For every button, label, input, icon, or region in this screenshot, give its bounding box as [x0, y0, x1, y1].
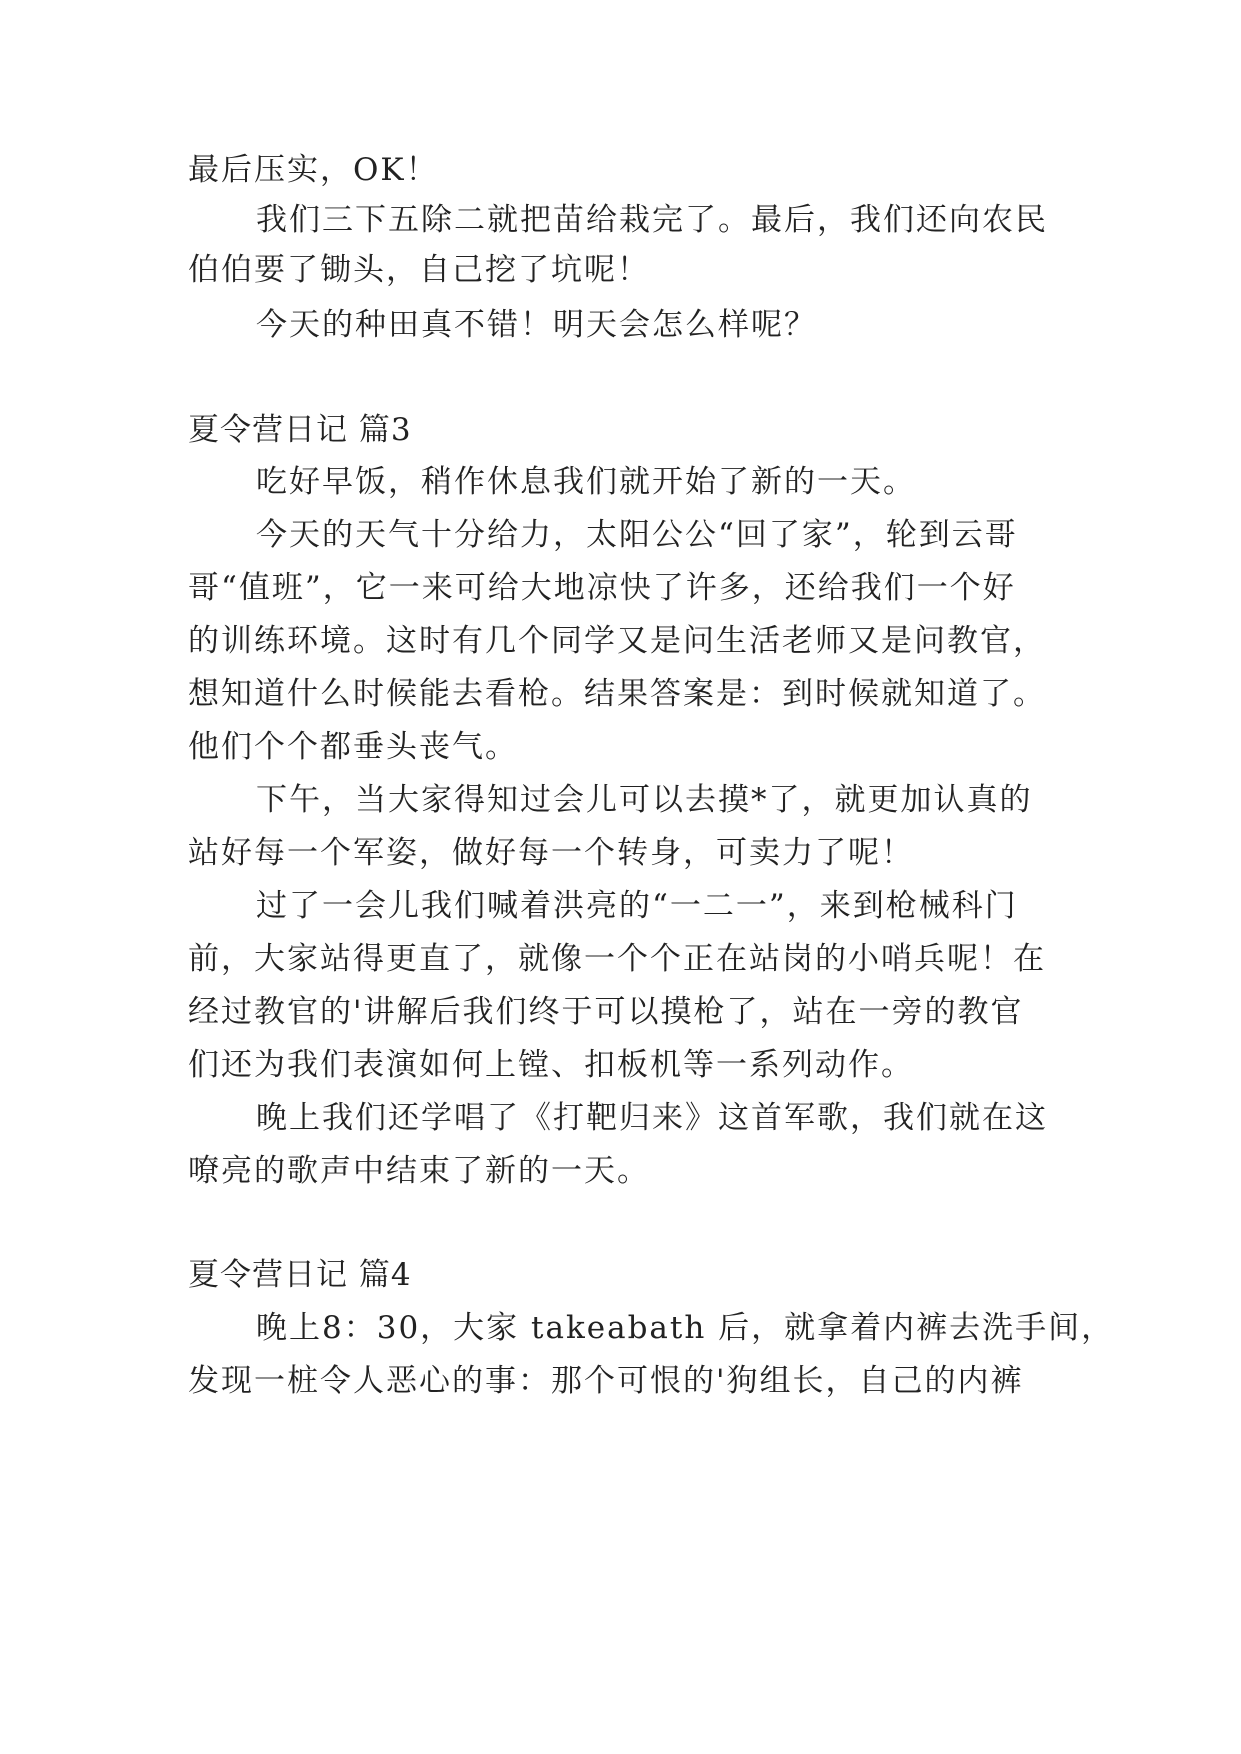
paragraph-line: 下午，当大家得知过会儿可以去摸*了，就更加认真的 [256, 782, 1033, 818]
text-line: 的训练环境。这时有几个同学又是问生活老师又是问教官， [188, 623, 1046, 659]
paragraph-line: 过了一会儿我们喊着洪亮的“一二一”，来到枪械科门 [256, 888, 1018, 924]
paragraph-line: 今天的天气十分给力，太阳公公“回了家”，轮到云哥 [256, 517, 1018, 553]
paragraph-line: 晚上我们还学唱了《打靶归来》这首军歌，我们就在这 [256, 1100, 1048, 1136]
text-line: 前，大家站得更直了，就像一个个正在站岗的小哨兵呢！在 [188, 941, 1046, 977]
text-line: 想知道什么时候能去看枪。结果答案是：到时候就知道了。 [188, 676, 1046, 712]
text-line: 经过教官的'讲解后我们终于可以摸枪了，站在一旁的教官 [188, 994, 1024, 1030]
section-heading: 夏令营日记 篇3 [188, 412, 412, 448]
section-heading: 夏令营日记 篇4 [188, 1257, 412, 1293]
text-line: 哥“值班”，它一来可给大地凉快了许多，还给我们一个好 [188, 570, 1016, 606]
text-line: 伯伯要了锄头，自己挖了坑呢！ [188, 252, 650, 288]
paragraph-line: 吃好早饭，稍作休息我们就开始了新的一天。 [256, 464, 916, 500]
paragraph-line: 晚上8：30，大家 takeabath 后，就拿着内裤去洗手间， [256, 1310, 1115, 1346]
text-line: 们还为我们表演如何上镗、扣板机等一系列动作。 [188, 1047, 914, 1083]
text-line: 站好每一个军姿，做好每一个转身，可卖力了呢！ [188, 835, 914, 871]
paragraph-line: 我们三下五除二就把苗给栽完了。最后，我们还向农民 [256, 202, 1048, 238]
paragraph-line: 今天的种田真不错！明天会怎么样呢？ [256, 307, 817, 343]
text-line: 发现一桩令人恶心的事：那个可恨的'狗组长，自己的内裤 [188, 1363, 1024, 1399]
text-line: 他们个个都垂头丧气。 [188, 729, 518, 765]
text-line: 嘹亮的歌声中结束了新的一天。 [188, 1153, 650, 1189]
text-line: 最后压实，OK！ [188, 152, 439, 188]
